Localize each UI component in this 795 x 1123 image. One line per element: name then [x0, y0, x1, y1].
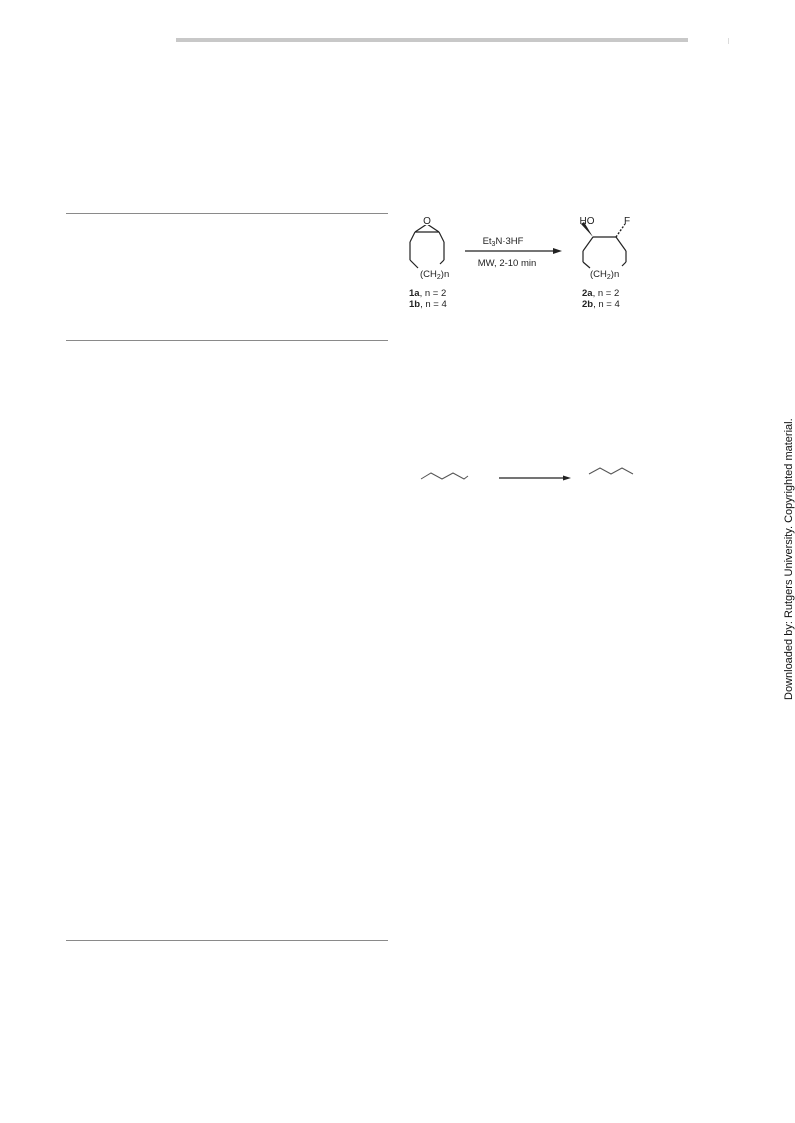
ring-label-left: $(CH_2)n$ [420, 269, 450, 281]
header-tick [728, 38, 729, 44]
hydroxyl-label: HO [579, 216, 595, 227]
reagent-label: $Et_3N\cdot 3HF$ [482, 236, 524, 248]
product-chain [589, 468, 633, 474]
compound-2b-label: 2b, n = 4 [582, 299, 620, 310]
oxygen-label: O [423, 216, 431, 227]
bottom-rule [66, 940, 388, 941]
reaction-arrow [465, 248, 562, 254]
second-scheme-svg [415, 460, 645, 490]
starting-material-structure [410, 224, 444, 268]
second-arrow [499, 476, 571, 481]
top-rule [66, 213, 388, 214]
ring-label-right: $(CH_2)n$ [590, 269, 620, 281]
second-scheme [415, 460, 645, 490]
middle-rule [66, 340, 388, 341]
reaction-scheme-svg [400, 206, 650, 318]
conditions-label: MW, 2-10 min [477, 258, 537, 269]
download-watermark: Downloaded by: Rutgers University. Copyrighted material. [783, 418, 795, 700]
compound-2a-label: 2a, n = 2 [582, 288, 620, 299]
compound-1a-label: 1a, n = 2 [409, 288, 447, 299]
reaction-scheme [400, 206, 650, 318]
fluorine-label: F [623, 216, 631, 227]
reactant-chain [421, 473, 468, 479]
compound-1b-label: 1b, n = 4 [409, 299, 447, 310]
header-bar [176, 38, 688, 42]
product-structure [583, 224, 626, 268]
